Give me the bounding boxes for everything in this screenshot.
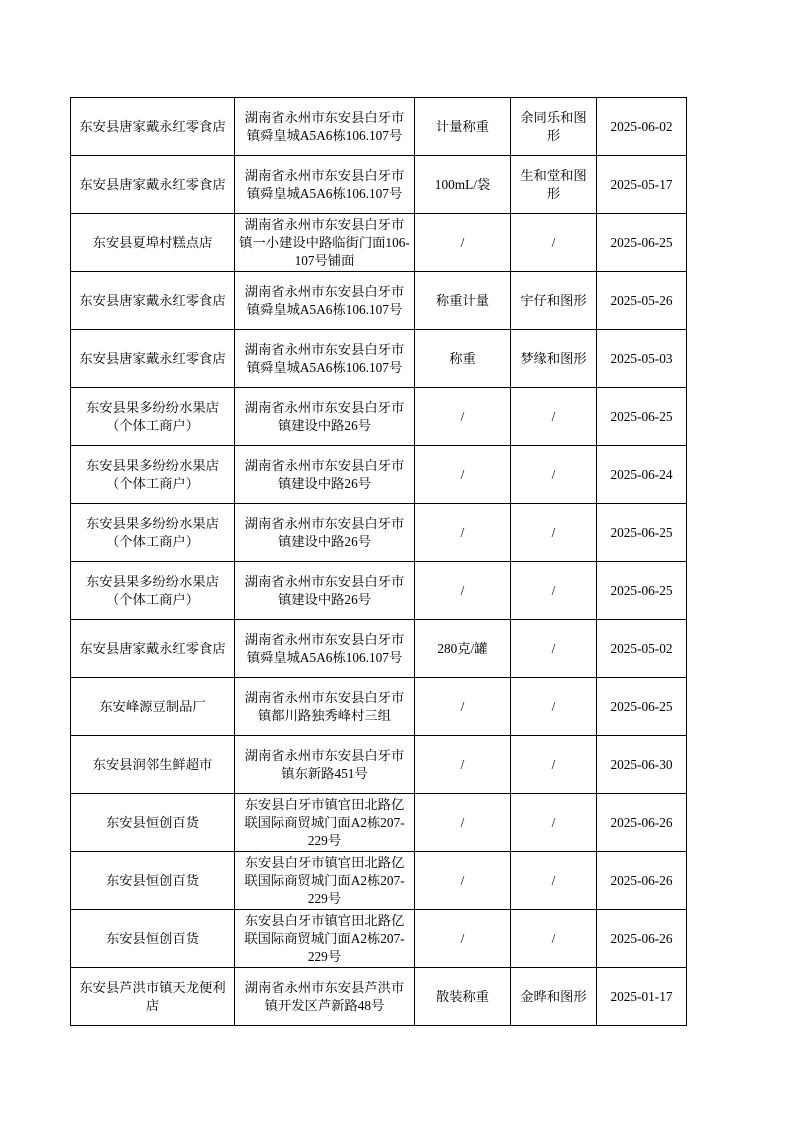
cell-specification: 散装称重 bbox=[415, 968, 511, 1026]
cell-trademark: / bbox=[511, 910, 597, 968]
cell-specification: / bbox=[415, 794, 511, 852]
cell-date: 2025-06-25 bbox=[597, 562, 687, 620]
cell-address: 湖南省永州市东安县白牙市镇建设中路26号 bbox=[235, 504, 415, 562]
cell-address: 湖南省永州市东安县白牙市镇建设中路26号 bbox=[235, 562, 415, 620]
cell-store-name: 东安县唐家戴永红零食店 bbox=[71, 330, 235, 388]
cell-specification: 100mL/袋 bbox=[415, 156, 511, 214]
cell-store-name: 东安县夏埠村糕点店 bbox=[71, 214, 235, 272]
cell-specification: / bbox=[415, 562, 511, 620]
cell-date: 2025-05-17 bbox=[597, 156, 687, 214]
cell-date: 2025-06-26 bbox=[597, 852, 687, 910]
cell-date: 2025-06-25 bbox=[597, 504, 687, 562]
cell-trademark: / bbox=[511, 678, 597, 736]
cell-store-name: 东安县恒创百货 bbox=[71, 910, 235, 968]
cell-trademark: / bbox=[511, 794, 597, 852]
cell-specification: / bbox=[415, 852, 511, 910]
cell-specification: 称重 bbox=[415, 330, 511, 388]
cell-address: 湖南省永州市东安县白牙市镇舜皇城A5A6栋106.107号 bbox=[235, 98, 415, 156]
table-row bbox=[71, 852, 687, 910]
cell-address: 东安县白牙市镇官田北路亿联国际商贸城门面A2栋207-229号 bbox=[235, 852, 415, 910]
cell-address: 湖南省永州市东安县白牙市镇东新路451号 bbox=[235, 736, 415, 794]
cell-store-name: 东安县恒创百货 bbox=[71, 794, 235, 852]
cell-store-name: 东安县唐家戴永红零食店 bbox=[71, 156, 235, 214]
cell-address: 湖南省永州市东安县白牙市镇一小建设中路临街门面106-107号铺面 bbox=[235, 214, 415, 272]
cell-trademark: 金晔和图形 bbox=[511, 968, 597, 1026]
cell-store-name: 东安峰源豆制品厂 bbox=[71, 678, 235, 736]
cell-store-name: 东安县果多纷纷水果店（个体工商户） bbox=[71, 504, 235, 562]
cell-specification: 计量称重 bbox=[415, 98, 511, 156]
table-row bbox=[71, 678, 687, 736]
cell-address: 湖南省永州市东安县白牙市镇都川路独秀峰村三组 bbox=[235, 678, 415, 736]
table-row bbox=[71, 620, 687, 678]
cell-trademark: / bbox=[511, 562, 597, 620]
cell-store-name: 东安县恒创百货 bbox=[71, 852, 235, 910]
cell-address: 湖南省永州市东安县白牙市镇舜皇城A5A6栋106.107号 bbox=[235, 156, 415, 214]
cell-store-name: 东安县唐家戴永红零食店 bbox=[71, 272, 235, 330]
cell-date: 2025-06-25 bbox=[597, 678, 687, 736]
cell-specification: / bbox=[415, 678, 511, 736]
cell-address: 东安县白牙市镇官田北路亿联国际商贸城门面A2栋207-229号 bbox=[235, 794, 415, 852]
cell-address: 湖南省永州市东安县白牙市镇建设中路26号 bbox=[235, 446, 415, 504]
cell-date: 2025-06-30 bbox=[597, 736, 687, 794]
cell-specification: 称重计量 bbox=[415, 272, 511, 330]
table-row bbox=[71, 214, 687, 272]
cell-date: 2025-06-24 bbox=[597, 446, 687, 504]
cell-trademark: / bbox=[511, 446, 597, 504]
table-row bbox=[71, 968, 687, 1026]
cell-date: 2025-06-26 bbox=[597, 794, 687, 852]
cell-trademark: 梦缘和图形 bbox=[511, 330, 597, 388]
cell-address: 湖南省永州市东安县芦洪市镇开发区芦新路48号 bbox=[235, 968, 415, 1026]
cell-specification: / bbox=[415, 910, 511, 968]
table-row bbox=[71, 330, 687, 388]
table-row bbox=[71, 388, 687, 446]
cell-trademark: / bbox=[511, 620, 597, 678]
table-row bbox=[71, 98, 687, 156]
cell-specification: / bbox=[415, 446, 511, 504]
cell-date: 2025-05-03 bbox=[597, 330, 687, 388]
table-row bbox=[71, 736, 687, 794]
cell-address: 湖南省永州市东安县白牙市镇舜皇城A5A6栋106.107号 bbox=[235, 620, 415, 678]
inspection-records-table bbox=[70, 97, 687, 1026]
cell-store-name: 东安县唐家戴永红零食店 bbox=[71, 98, 235, 156]
cell-trademark: / bbox=[511, 852, 597, 910]
cell-specification: / bbox=[415, 736, 511, 794]
cell-trademark: / bbox=[511, 736, 597, 794]
table-row bbox=[71, 272, 687, 330]
cell-specification: / bbox=[415, 504, 511, 562]
cell-date: 2025-05-02 bbox=[597, 620, 687, 678]
cell-trademark: 余同乐和图形 bbox=[511, 98, 597, 156]
cell-trademark: 宇仔和图形 bbox=[511, 272, 597, 330]
cell-store-name: 东安县唐家戴永红零食店 bbox=[71, 620, 235, 678]
table-row bbox=[71, 562, 687, 620]
cell-address: 东安县白牙市镇官田北路亿联国际商贸城门面A2栋207-229号 bbox=[235, 910, 415, 968]
table-row bbox=[71, 156, 687, 214]
table-row bbox=[71, 446, 687, 504]
cell-trademark: 生和堂和图形 bbox=[511, 156, 597, 214]
cell-trademark: / bbox=[511, 388, 597, 446]
cell-specification: / bbox=[415, 388, 511, 446]
cell-date: 2025-01-17 bbox=[597, 968, 687, 1026]
cell-date: 2025-06-02 bbox=[597, 98, 687, 156]
cell-date: 2025-06-26 bbox=[597, 910, 687, 968]
cell-trademark: / bbox=[511, 504, 597, 562]
cell-address: 湖南省永州市东安县白牙市镇舜皇城A5A6栋106.107号 bbox=[235, 272, 415, 330]
cell-store-name: 东安县果多纷纷水果店（个体工商户） bbox=[71, 446, 235, 504]
cell-date: 2025-06-25 bbox=[597, 214, 687, 272]
cell-specification: 280克/罐 bbox=[415, 620, 511, 678]
cell-date: 2025-06-25 bbox=[597, 388, 687, 446]
cell-trademark: / bbox=[511, 214, 597, 272]
cell-address: 湖南省永州市东安县白牙市镇舜皇城A5A6栋106.107号 bbox=[235, 330, 415, 388]
table-row bbox=[71, 910, 687, 968]
cell-specification: / bbox=[415, 214, 511, 272]
table-body bbox=[71, 98, 687, 1026]
cell-store-name: 东安县润邻生鲜超市 bbox=[71, 736, 235, 794]
table-row bbox=[71, 504, 687, 562]
cell-address: 湖南省永州市东安县白牙市镇建设中路26号 bbox=[235, 388, 415, 446]
table-row bbox=[71, 794, 687, 852]
cell-store-name: 东安县果多纷纷水果店（个体工商户） bbox=[71, 562, 235, 620]
cell-date: 2025-05-26 bbox=[597, 272, 687, 330]
cell-store-name: 东安县果多纷纷水果店（个体工商户） bbox=[71, 388, 235, 446]
cell-store-name: 东安县芦洪市镇天龙便利店 bbox=[71, 968, 235, 1026]
